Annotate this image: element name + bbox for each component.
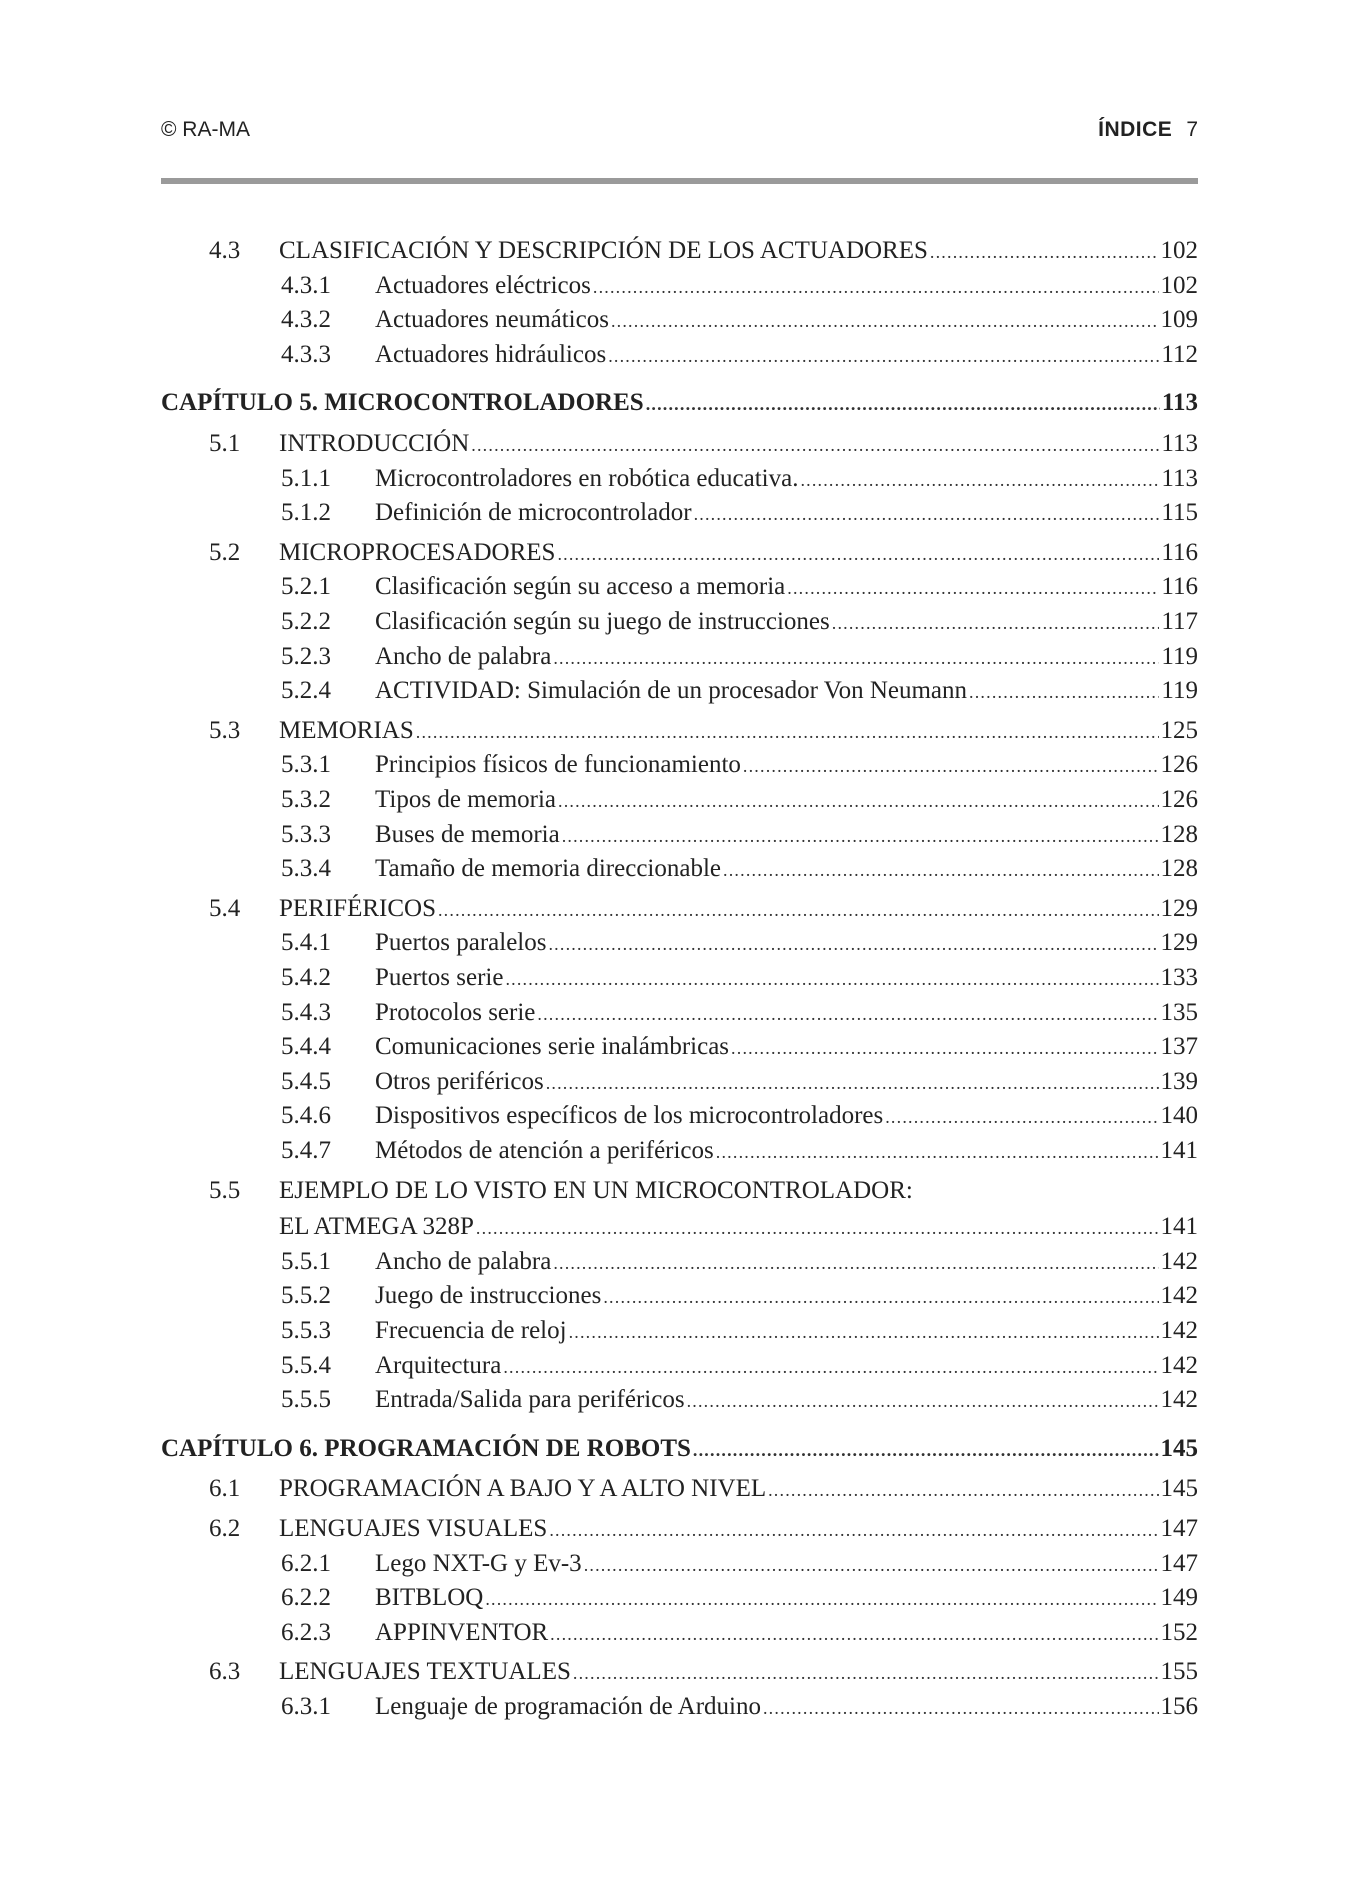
toc-entry-title: PROGRAMACIÓN A BAJO Y A ALTO NIVEL <box>279 1475 767 1502</box>
toc-entry-title: Arquitectura <box>375 1352 502 1379</box>
toc-entry-number: 5.1.1 <box>281 465 331 492</box>
toc-entry-number: 5.1.2 <box>281 499 331 526</box>
toc-dot-leader <box>723 853 1158 887</box>
toc-dot-leader <box>557 537 1159 571</box>
toc-entry-title: Protocolos serie <box>375 999 536 1026</box>
toc-entry-number: 5.2.4 <box>281 677 331 704</box>
toc-subsection-entry <box>161 605 1198 639</box>
toc-entry-number: 6.2.1 <box>281 1550 331 1577</box>
toc-entry-title: Buses de memoria <box>375 821 560 848</box>
toc-entry-number: 5.5.2 <box>281 1282 331 1309</box>
toc-entry-number: 5.4.1 <box>281 929 331 956</box>
toc-entry-title: Entrada/Salida para periféricos <box>375 1386 685 1413</box>
header-page-number: 7 <box>1186 118 1198 141</box>
toc-section-entry <box>161 536 1198 570</box>
header-rule <box>161 178 1198 184</box>
toc-dot-leader <box>503 1350 1158 1384</box>
toc-dot-leader <box>693 1433 1159 1467</box>
toc-entry-number: 4.3.3 <box>281 341 331 368</box>
toc-dot-leader <box>584 1548 1159 1582</box>
toc-entry-page: 142 <box>1160 1282 1198 1309</box>
toc-entry-page: 113 <box>1161 389 1198 416</box>
toc-entry-title: MEMORIAS <box>279 717 414 744</box>
toc-entry-title: CAPÍTULO 5. MICROCONTROLADORES <box>161 389 644 416</box>
toc-dot-leader <box>787 571 1159 605</box>
toc-entry-title: Microcontroladores en robótica educativa. <box>375 465 799 492</box>
toc-entry-title: Clasificación según su juego de instrucciones <box>375 608 830 635</box>
toc-dot-leader <box>438 893 1159 927</box>
toc-entry-page: 139 <box>1160 1068 1198 1095</box>
toc-entry-number: 5.3 <box>209 717 241 744</box>
toc-entry-number: 5.4.4 <box>281 1033 331 1060</box>
toc-entry-title: Actuadores eléctricos <box>375 272 591 299</box>
toc-entry-page: 125 <box>1160 717 1198 744</box>
toc-entry-page: 142 <box>1160 1352 1198 1379</box>
toc-entry-title: Definición de microcontrolador <box>375 499 692 526</box>
toc-entry-title: Tipos de memoria <box>375 786 557 813</box>
toc-section-entry <box>161 714 1198 748</box>
toc-entry-title: ACTIVIDAD: Simulación de un procesador Von Neumann <box>375 677 968 704</box>
toc-subsection-entry <box>161 818 1198 852</box>
toc-entry-page: 135 <box>1160 999 1198 1026</box>
toc-subsection-entry <box>161 674 1198 708</box>
toc-entry-page: 152 <box>1160 1619 1198 1646</box>
toc-entry-page: 119 <box>1161 643 1198 670</box>
toc-entry-page: 117 <box>1161 608 1198 635</box>
toc-entry-title: LENGUAJES TEXTUALES <box>279 1658 571 1685</box>
toc-entry-title: Actuadores hidráulicos <box>375 341 607 368</box>
toc-entry-page: 149 <box>1160 1584 1198 1611</box>
toc-dot-leader <box>768 1473 1158 1507</box>
toc-entry-page: 126 <box>1160 786 1198 813</box>
toc-entry-number: 5.4.7 <box>281 1137 331 1164</box>
toc-dot-leader <box>550 1617 1158 1651</box>
toc-chapter-entry <box>161 386 1198 420</box>
toc-entry-page: 147 <box>1160 1515 1198 1542</box>
toc-entry-title: Ancho de palabra <box>375 1248 552 1275</box>
toc-subsection-entry <box>161 1314 1198 1348</box>
toc-section-entry <box>161 1472 1198 1506</box>
toc-entry-page: 142 <box>1160 1317 1198 1344</box>
toc-entry-page: 109 <box>1160 306 1198 333</box>
toc-subsection-entry <box>161 1065 1198 1099</box>
toc-dot-leader <box>603 1280 1158 1314</box>
toc-subsection-entry <box>161 303 1198 337</box>
toc-entry-number: 4.3 <box>209 237 241 264</box>
toc-subsection-entry <box>161 961 1198 995</box>
toc-entry-page: 142 <box>1160 1248 1198 1275</box>
toc-dot-leader <box>611 304 1159 338</box>
toc-entry-page: 140 <box>1160 1102 1198 1129</box>
toc-entry-page: 102 <box>1160 237 1198 264</box>
toc-entry-title: Lego NXT-G y Ev-3 <box>375 1550 582 1577</box>
toc-subsection-entry <box>161 783 1198 817</box>
toc-dot-leader <box>553 641 1159 675</box>
toc-entry-page: 133 <box>1160 964 1198 991</box>
toc-entry-number: 6.1 <box>209 1475 241 1502</box>
toc-dot-leader <box>553 1246 1158 1280</box>
toc-subsection-entry <box>161 926 1198 960</box>
toc-entry-title: Tamaño de memoria direccionable <box>375 855 722 882</box>
toc-subsection-entry <box>161 748 1198 782</box>
toc-entry-title: Principios físicos de funcionamiento <box>375 751 741 778</box>
toc-dot-leader <box>694 497 1160 531</box>
header-publisher: © RA-MA <box>161 118 250 141</box>
toc-dot-leader <box>505 962 1158 996</box>
toc-dot-leader <box>562 819 1159 853</box>
toc-dot-leader <box>471 428 1159 462</box>
toc-dot-leader <box>573 1656 1159 1690</box>
toc-dot-leader <box>832 606 1160 640</box>
toc-section-entry <box>161 1512 1198 1546</box>
toc-dot-leader <box>969 675 1159 709</box>
toc-subsection-entry <box>161 462 1198 496</box>
toc-dot-leader <box>608 339 1159 373</box>
toc-entry-title: INTRODUCCIÓN <box>279 430 470 457</box>
toc-chapter-entry <box>161 1432 1198 1466</box>
toc-dot-leader <box>558 784 1158 818</box>
toc-entry-page: 137 <box>1160 1033 1198 1060</box>
toc-subsection-entry <box>161 1547 1198 1581</box>
toc-dot-leader <box>646 387 1160 421</box>
toc-entry-page: 145 <box>1160 1475 1198 1502</box>
toc-entry-page: 116 <box>1161 573 1198 600</box>
toc-dot-leader <box>743 749 1159 783</box>
toc-dot-leader <box>485 1582 1158 1616</box>
toc-entry-page: 113 <box>1161 430 1198 457</box>
toc-entry-title: Comunicaciones serie inalámbricas <box>375 1033 730 1060</box>
toc-entry-title: CLASIFICACIÓN Y DESCRIPCIÓN DE LOS ACTUADORES <box>279 237 928 264</box>
toc-entry-number: 5.2.3 <box>281 643 331 670</box>
toc-entry-page: 102 <box>1160 272 1198 299</box>
toc-entry-page: 156 <box>1160 1693 1198 1720</box>
toc-subsection-entry <box>161 852 1198 886</box>
toc-entry-page: 115 <box>1161 499 1198 526</box>
toc-entry-number: 6.3 <box>209 1658 241 1685</box>
toc-subsection-entry <box>161 1349 1198 1383</box>
toc-entry-number: 5.4 <box>209 895 241 922</box>
toc-entry-number: 5.3.2 <box>281 786 331 813</box>
toc-dot-leader <box>548 927 1158 961</box>
toc-entry-number: 6.2.2 <box>281 1584 331 1611</box>
toc-dot-leader <box>763 1691 1159 1725</box>
toc-entry-title: Clasificación según su acceso a memoria <box>375 573 786 600</box>
toc-entry-title: Otros periféricos <box>375 1068 544 1095</box>
toc-entry-page: 126 <box>1160 751 1198 778</box>
toc-subsection-entry <box>161 1245 1198 1279</box>
toc-section-entry <box>161 1655 1198 1689</box>
toc-subsection-entry <box>161 1616 1198 1650</box>
toc-entry-title: APPINVENTOR <box>375 1619 549 1646</box>
toc-entry-number: 5.4.6 <box>281 1102 331 1129</box>
toc-entry-page: 145 <box>1160 1435 1198 1462</box>
toc-entry-number: 5.3.1 <box>281 751 331 778</box>
toc-dot-leader <box>687 1384 1159 1418</box>
toc-entry-number: 6.3.1 <box>281 1693 331 1720</box>
toc-entry-page: 128 <box>1160 821 1198 848</box>
toc-entry-number: 5.1 <box>209 430 241 457</box>
toc-entry-title: MICROPROCESADORES <box>279 539 556 566</box>
toc-section-entry <box>161 234 1198 268</box>
toc-dot-leader <box>537 997 1158 1031</box>
toc-subsection-entry <box>161 1581 1198 1615</box>
toc-subsection-entry <box>161 1134 1198 1168</box>
toc-entry-page: 141 <box>1160 1213 1198 1240</box>
toc-subsection-entry <box>161 570 1198 604</box>
toc-entry-number: 5.5.5 <box>281 1386 331 1413</box>
toc-entry-number: 5.3.3 <box>281 821 331 848</box>
toc-entry-number: 5.2.1 <box>281 573 331 600</box>
toc-subsection-entry <box>161 640 1198 674</box>
toc-entry-title: BITBLOQ <box>375 1584 484 1611</box>
toc-entry-number: 5.4.2 <box>281 964 331 991</box>
toc-entry-number: 5.2 <box>209 539 241 566</box>
toc-entry-title: Ancho de palabra <box>375 643 552 670</box>
toc-section-entry <box>161 892 1198 926</box>
toc-subsection-entry <box>161 496 1198 530</box>
header-section <box>1098 118 1198 142</box>
toc-subsection-entry <box>161 269 1198 303</box>
toc-dot-leader <box>731 1031 1158 1065</box>
toc-entry-number: 5.5.4 <box>281 1352 331 1379</box>
toc-entry-number: 6.2 <box>209 1515 241 1542</box>
toc-entry-page: 116 <box>1161 539 1198 566</box>
toc-entry-title: EL ATMEGA 328P <box>279 1213 474 1240</box>
toc-subsection-entry <box>161 1099 1198 1133</box>
toc-entry-title: Actuadores neumáticos <box>375 306 609 333</box>
toc-entry-title: Puertos paralelos <box>375 929 547 956</box>
toc-dot-leader <box>885 1100 1158 1134</box>
toc-dot-leader <box>930 235 1159 269</box>
toc-entry-page: 155 <box>1160 1658 1198 1685</box>
toc-section-entry <box>161 1210 1198 1244</box>
toc-entry-number: 6.2.3 <box>281 1619 331 1646</box>
toc-entry-title: Puertos serie <box>375 964 504 991</box>
toc-subsection-entry <box>161 1383 1198 1417</box>
toc-dot-leader <box>593 270 1159 304</box>
toc-dot-leader <box>549 1513 1158 1547</box>
toc-entry-page: 142 <box>1160 1386 1198 1413</box>
toc-entry-number: 5.3.4 <box>281 855 331 882</box>
toc-entry-page: 119 <box>1161 677 1198 704</box>
toc-dot-leader <box>716 1135 1159 1169</box>
toc-entry-page: 113 <box>1161 465 1198 492</box>
toc-entry-title: CAPÍTULO 6. PROGRAMACIÓN DE ROBOTS <box>161 1435 691 1462</box>
toc-entry-page: 129 <box>1160 929 1198 956</box>
header-title: ÍNDICE <box>1098 118 1173 141</box>
toc-entry-title: Frecuencia de reloj <box>375 1317 567 1344</box>
toc-entry-number: 5.5.1 <box>281 1248 331 1275</box>
toc-entry-page: 112 <box>1161 341 1198 368</box>
toc-dot-leader <box>800 463 1159 497</box>
toc-section-entry <box>161 1174 1198 1208</box>
toc-entry-title: EJEMPLO DE LO VISTO EN UN MICROCONTROLADOR: <box>279 1177 913 1204</box>
toc-entry-number: 5.4.5 <box>281 1068 331 1095</box>
toc-section-entry <box>161 427 1198 461</box>
toc-subsection-entry <box>161 1690 1198 1724</box>
toc-subsection-entry <box>161 1030 1198 1064</box>
toc-dot-leader <box>416 715 1159 749</box>
toc-subsection-entry <box>161 338 1198 372</box>
toc-dot-leader <box>569 1315 1159 1349</box>
toc-entry-number: 5.5.3 <box>281 1317 331 1344</box>
toc-entry-number: 5.4.3 <box>281 999 331 1026</box>
toc-entry-title: LENGUAJES VISUALES <box>279 1515 548 1542</box>
toc-entry-title: Juego de instrucciones <box>375 1282 602 1309</box>
toc-dot-leader <box>546 1066 1159 1100</box>
toc-entry-number: 4.3.2 <box>281 306 331 333</box>
toc-subsection-entry <box>161 996 1198 1030</box>
toc-entry-title: Métodos de atención a periféricos <box>375 1137 714 1164</box>
toc-entry-page: 128 <box>1160 855 1198 882</box>
toc-subsection-entry <box>161 1279 1198 1313</box>
toc-entry-page: 129 <box>1160 895 1198 922</box>
toc-entry-number: 4.3.1 <box>281 272 331 299</box>
toc-entry-number: 5.5 <box>209 1177 241 1204</box>
toc-dot-leader <box>476 1211 1159 1245</box>
toc-entry-page: 147 <box>1160 1550 1198 1577</box>
toc-entry-title: Lenguaje de programación de Arduino <box>375 1693 761 1720</box>
toc-entry-page: 141 <box>1160 1137 1198 1164</box>
toc-entry-number: 5.2.2 <box>281 608 331 635</box>
toc-entry-title: PERIFÉRICOS <box>279 895 436 922</box>
toc-entry-title: Dispositivos específicos de los microcontroladores <box>375 1102 884 1129</box>
